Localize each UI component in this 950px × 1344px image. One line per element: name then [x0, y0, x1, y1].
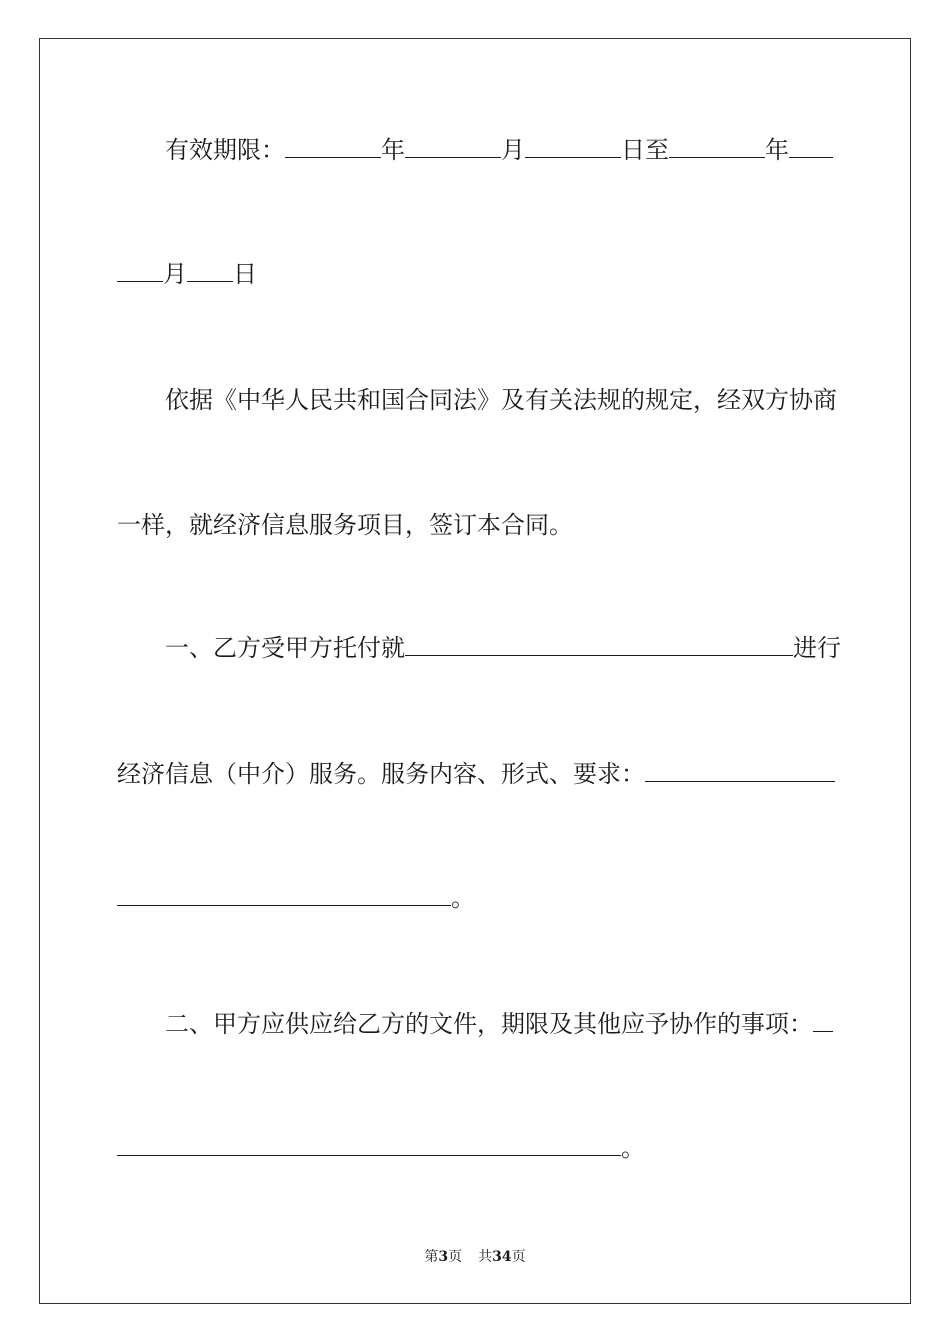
day-start-blank[interactable]: [525, 131, 621, 158]
validity-line-1: [165, 130, 833, 170]
clause-1-prefix: 一、乙方受甲方托付就: [165, 634, 405, 662]
clause-1-service-label: 经济信息（中介）服务。服务内容、形式、要求：: [117, 760, 645, 788]
month-end-blank-part1[interactable]: [789, 131, 833, 158]
footer-page-unit: 页: [448, 1249, 463, 1265]
clause-1-suffix: 进行: [793, 634, 841, 662]
clause-1-service-blank-part2[interactable]: [117, 879, 451, 906]
day-end-unit: 日: [233, 260, 257, 288]
year-end-unit: 年: [765, 136, 789, 164]
clause-1-line-1: [165, 628, 841, 668]
footer-page-total: 34: [492, 1249, 512, 1265]
basis-line-2: 一样，就经济信息服务项目，签订本合同。: [117, 511, 573, 539]
footer-total-unit: 页: [511, 1249, 526, 1265]
clause-2-blank-part1[interactable]: [813, 1005, 833, 1032]
validity-line-2: [117, 254, 833, 294]
basis-line-1: 依据《中华人民共和国合同法》及有关法规的规定，经双方协商: [165, 386, 837, 414]
page-footer: [0, 1247, 950, 1267]
year-end-blank[interactable]: [669, 131, 765, 158]
clause-2-label: 二、甲方应供应给乙方的文件，期限及其他应予协作的事项：: [165, 1010, 813, 1038]
validity-label: 有效期限：: [165, 136, 285, 164]
month-start-blank[interactable]: [405, 131, 501, 158]
clause-1-subject-blank[interactable]: [405, 629, 793, 656]
clause-2-blank-part2[interactable]: [117, 1129, 621, 1156]
clause-2-end: 。: [621, 1134, 645, 1162]
year-start-unit: 年: [381, 136, 405, 164]
month-end-unit: 月: [163, 260, 187, 288]
day-end-blank[interactable]: [187, 255, 233, 282]
footer-total-prefix: 共: [478, 1249, 493, 1265]
day-start-to: 日至: [621, 136, 669, 164]
clause-1-line-2: [117, 754, 833, 794]
page-border: [39, 38, 911, 1304]
footer-page-prefix: 第: [424, 1249, 439, 1265]
year-start-blank[interactable]: [285, 131, 381, 158]
month-end-blank-part2[interactable]: [117, 255, 163, 282]
clause-2-line-1: [165, 1004, 833, 1044]
clause-1-line-3: [117, 878, 833, 918]
month-start-unit: 月: [501, 136, 525, 164]
clause-2-line-2: [117, 1128, 833, 1168]
clause-1-service-blank-part1[interactable]: [645, 755, 835, 782]
footer-page-current: 3: [438, 1249, 449, 1265]
clause-1-end: 。: [451, 884, 475, 912]
